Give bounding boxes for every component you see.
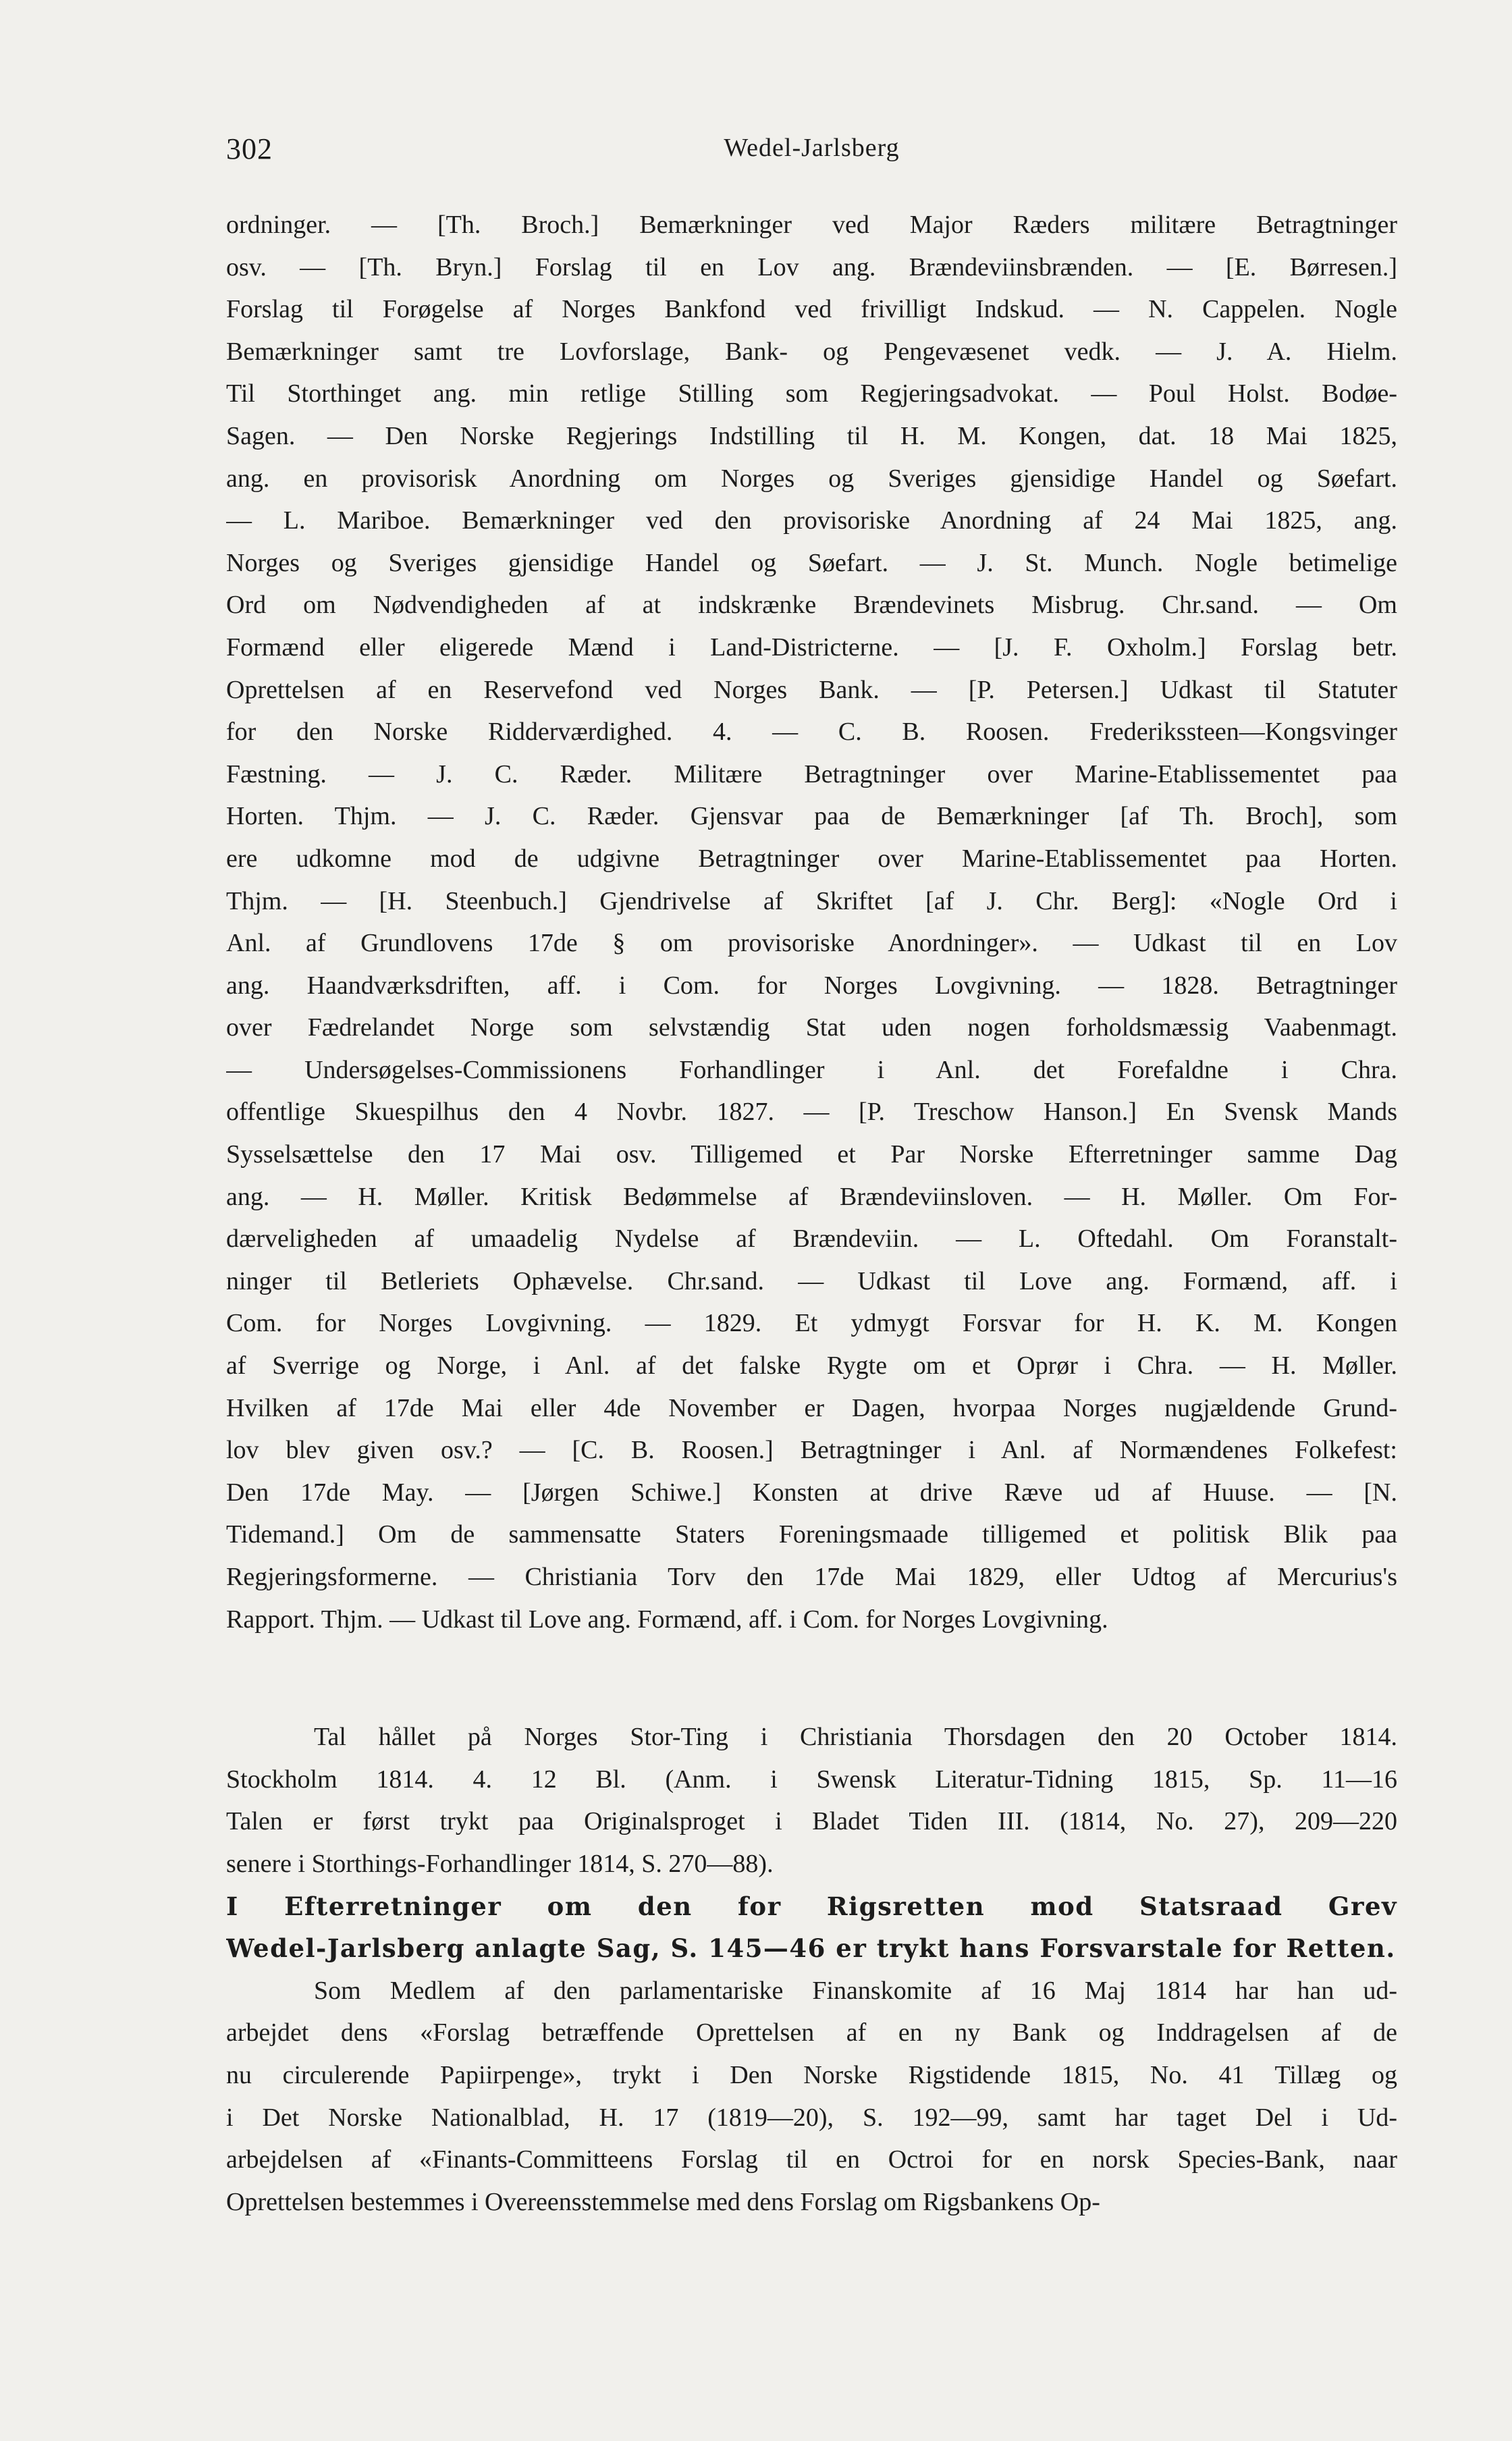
bibliography-line: Formænd eller eligerede Mænd i Land-Districterne. — [J. F. Oxholm.] Forslag betr. (226, 633, 1397, 662)
bibliography-line: Til Storthinget ang. min retlige Stilling som Regjeringsadvokat. — Poul Holst. Bodøe- (226, 379, 1397, 408)
bibliography-line: dærveligheden af umaadelig Nydelse af Brændeviin. — L. Oftedahl. Om Foranstalt- (226, 1225, 1397, 1254)
section-gap (226, 1640, 1397, 1716)
bibliography-line: — L. Mariboe. Bemærkninger ved den provisoriske Anordning af 24 Mai 1825, ang. (226, 506, 1397, 535)
bibliography-line: ang. — H. Møller. Kritisk Bedømmelse af Brændeviinsloven. — H. Møller. Om For- (226, 1182, 1397, 1211)
bibliography-line: lov blev given osv.? — [C. B. Roosen.] Betragtninger i Anl. af Normændenes Folkefest: (226, 1436, 1397, 1465)
page-number: 302 (226, 132, 273, 165)
page-header (226, 132, 1397, 172)
bibliography-block (226, 204, 1397, 1640)
bibliography-line: Horten. Thjm. — J. C. Ræder. Gjensvar paa de Bemærkninger [af Th. Broch], som (226, 802, 1397, 831)
fraktur-line: I Efterretninger om den for Rigsretten mod Statsraad Grev (226, 1891, 1397, 1921)
bibliography-line: Regjeringsformerne. — Christiania Torv den 17de Mai 1829, eller Udtog af Mercurius's (226, 1563, 1397, 1591)
bibliography-line: Norges og Sveriges gjensidige Handel og Søefart. — J. St. Munch. Nogle betimelige (226, 548, 1397, 577)
speech-line: Stockholm 1814. 4. 12 Bl. (Anm. i Swensk Literatur-Tidning 1815, Sp. 11—16 (226, 1765, 1397, 1794)
bibliography-line: ninger til Betleriets Ophævelse. Chr.sand. — Udkast til Love ang. Formænd, aff. i (226, 1266, 1397, 1295)
bibliography-line: Sysselsættelse den 17 Mai osv. Tilligemed et Par Norske Efterretninger samme Dag (226, 1140, 1397, 1169)
body-text (226, 204, 1397, 2223)
bibliography-line: Thjm. — [H. Steenbuch.] Gjendrivelse af Skriftet [af J. Chr. Berg]: «Nogle Ord i (226, 886, 1397, 915)
bibliography-line: Tidemand.] Om de sammensatte Staters Foreningsmaade tilligemed et politisk Blik paa (226, 1520, 1397, 1549)
paragraph-line: Som Medlem af den parlamentariske Finanskomite af 16 Maj 1814 har han ud- (314, 1976, 1397, 2005)
paragraph-line: nu circulerende Papiirpenge», trykt i Den Norske Rigstidende 1815, No. 41 Tillæg og (226, 2060, 1397, 2089)
speech-line: senere i Storthings-Forhandlinger 1814, S. 270—88). (226, 1849, 774, 1878)
speech-line: Talen er først trykt paa Originalsproget i Bladet Tiden III. (1814, No. 27), 209—220 (226, 1807, 1397, 1836)
closing-paragraph (226, 1970, 1397, 2224)
paragraph-line: i Det Norske Nationalblad, H. 17 (1819—20), S. 192—99, samt har taget Del i Ud- (226, 2103, 1397, 2132)
bibliography-line: Hvilken af 17de Mai eller 4de November er Dagen, hvorpaa Norges nugjældende Grund- (226, 1393, 1397, 1422)
bibliography-line: af Sverrige og Norge, i Anl. af det falske Rygte om et Oprør i Chra. — H. Møller. (226, 1351, 1397, 1380)
fraktur-note (226, 1885, 1397, 1970)
bibliography-line: ang. en provisorisk Anordning om Norges og Sveriges gjensidige Handel og Søefart. (226, 464, 1397, 493)
bibliography-line: Com. for Norges Lovgivning. — 1829. Et ydmygt Forsvar for H. K. M. Kongen (226, 1309, 1397, 1338)
bibliography-line: ordninger. — [Th. Broch.] Bemærkninger ved Major Ræders militære Betragtninger (226, 211, 1397, 239)
paragraph-line: arbejdelsen af «Finants-Committeens Forslag til en Octroi for en norsk Species-Bank, naar (226, 2145, 1397, 2174)
bibliography-line: Anl. af Grundlovens 17de § om provisoriske Anordninger». — Udkast til en Lov (226, 929, 1397, 958)
bibliography-line: osv. — [Th. Bryn.] Forslag til en Lov ang. Brændeviinsbrænden. — [E. Børresen.] (226, 252, 1397, 281)
speech-entry (226, 1716, 1397, 1885)
fraktur-line: Wedel-Jarlsberg anlagte Sag, S. 145—46 er trykt hans Forsvarstale for Retten. (226, 1933, 1396, 1964)
speech-line: Tal hållet på Norges Stor-Ting i Christiania Thorsdagen den 20 October 1814. (314, 1723, 1397, 1752)
bibliography-line: Sagen. — Den Norske Regjerings Indstilling til H. M. Kongen, dat. 18 Mai 1825, (226, 421, 1397, 450)
bibliography-line: Bemærkninger samt tre Lovforslage, Bank- og Pengevæsenet vedk. — J. A. Hielm. (226, 337, 1397, 366)
bibliography-line: Rapport. Thjm. — Udkast til Love ang. Formænd, aff. i Com. for Norges Lovgivning. (226, 1605, 1108, 1634)
bibliography-line: Oprettelsen af en Reservefond ved Norges Bank. — [P. Petersen.] Udkast til Statuter (226, 675, 1397, 704)
bibliography-line: — Undersøgelses-Commissionens Forhandlinger i Anl. det Forefaldne i Chra. (226, 1055, 1397, 1084)
bibliography-line: Forslag til Forøgelse af Norges Bankfond ved frivilligt Indskud. — N. Cappelen. Nogle (226, 295, 1397, 324)
running-head: Wedel-Jarlsberg (724, 134, 900, 162)
bibliography-line: Den 17de May. — [Jørgen Schiwe.] Konsten at drive Ræve ud af Huuse. — [N. (226, 1478, 1397, 1507)
bibliography-line: Fæstning. — J. C. Ræder. Militære Betragtninger over Marine-Etablissementet paa (226, 759, 1397, 788)
bibliography-line: ere udkomne mod de udgivne Betragtninger over Marine-Etablissementet paa Horten. (226, 844, 1397, 873)
bibliography-line: ang. Haandværksdriften, aff. i Com. for Norges Lovgivning. — 1828. Betragtninger (226, 971, 1397, 1000)
paragraph-line: Oprettelsen bestemmes i Overeensstemmelse med dens Forslag om Rigsbankens Op- (226, 2187, 1100, 2216)
bibliography-line: over Fædrelandet Norge som selvstændig Stat uden nogen forholdsmæssig Vaabenmagt. (226, 1013, 1397, 1042)
bibliography-line: offentlige Skuespilhus den 4 Novbr. 1827. — [P. Treschow Hanson.] En Svensk Mands (226, 1098, 1397, 1127)
bibliography-line: for den Norske Ridderværdighed. 4. — C. B. Roosen. Frederikssteen—Kongsvinger (226, 718, 1397, 747)
paragraph-line: arbejdet dens «Forslag betræffende Oprettelsen af en ny Bank og Inddragelsen af de (226, 2018, 1397, 2047)
bibliography-line: Ord om Nødvendigheden af at indskrænke Brændevinets Misbrug. Chr.sand. — Om (226, 591, 1397, 620)
